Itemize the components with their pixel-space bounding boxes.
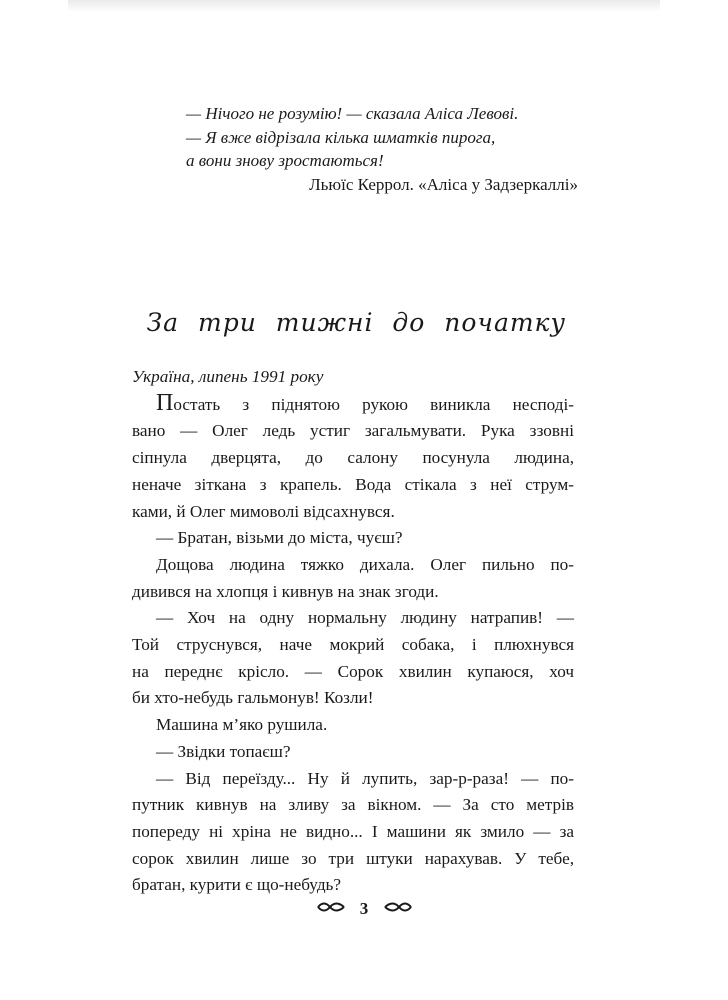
body-line: — Братан, візьми до міста, чуєш?: [156, 528, 403, 548]
body-line: дивився на хлопця і кивнув на знак згоди.: [132, 581, 439, 601]
scan-edge-shadow: [68, 0, 660, 12]
body-text: [132, 364, 574, 899]
chapter-title: За три тижні до початку: [146, 308, 566, 337]
body-line: би хто-небудь гальмонув! Козли!: [132, 688, 374, 708]
body-line: Той струснувся, наче мокрий собака, і плюхнувся: [132, 635, 574, 655]
body-line: братан, курити є що-небудь?: [132, 875, 342, 895]
first-line-text: остать з піднятою рукою виникла несподі-: [173, 394, 574, 414]
body-line: — Хоч на одну нормальну людину натрапив! —: [156, 608, 574, 628]
body-line: — Звідки топаєш?: [156, 741, 291, 761]
body-line: сіпнула дверцята, до салону посунула людина,: [132, 448, 574, 468]
ornament-right-icon: [383, 899, 413, 919]
page-footer: [0, 898, 728, 919]
body-line: неначе зіткана з крапель. Вода стікала з неї струм-: [132, 474, 574, 494]
epigraph-line: а вони знову зростаються!: [186, 151, 384, 170]
body-line: сорок хвилин лише зо три штуки нарахував. У тебе,: [132, 848, 574, 868]
body-line: попереду ні хріна не видно... І машини як змило — за: [132, 821, 574, 841]
body-line: Дощова людина тяжко дихала. Олег пильно по-: [156, 554, 574, 574]
place-date-heading: Україна, липень 1991 року: [132, 367, 324, 386]
body-line: вано — Олег ледь устиг загальмувати. Рука ззовні: [132, 421, 574, 441]
epigraph: [186, 102, 578, 196]
body-line: [132, 391, 574, 419]
ornament-left-icon: [316, 899, 346, 919]
body-line: путник кивнув на зливу за вікном. — За сто метрів: [132, 795, 574, 815]
body-line: ками, й Олег мимоволі відсахнувся.: [132, 501, 395, 521]
epigraph-line: — Я вже відрізала кілька шматків пирога,: [186, 127, 496, 147]
epigraph-line: — Нічого не розумію! — сказала Аліса Левові.: [186, 104, 519, 123]
body-line: на переднє крісло. — Сорок хвилин купаюся, хоч: [132, 661, 574, 681]
epigraph-source: Льюїс Керрол. «Аліса у Задзеркаллі»: [309, 174, 578, 194]
body-line: — Від переїзду... Ну й лупить, зар-р-раза! — по-: [156, 768, 574, 788]
body-line: Машина м’яко рушила.: [156, 715, 328, 735]
drop-cap: П: [156, 389, 174, 416]
page-number: 3: [359, 899, 369, 919]
